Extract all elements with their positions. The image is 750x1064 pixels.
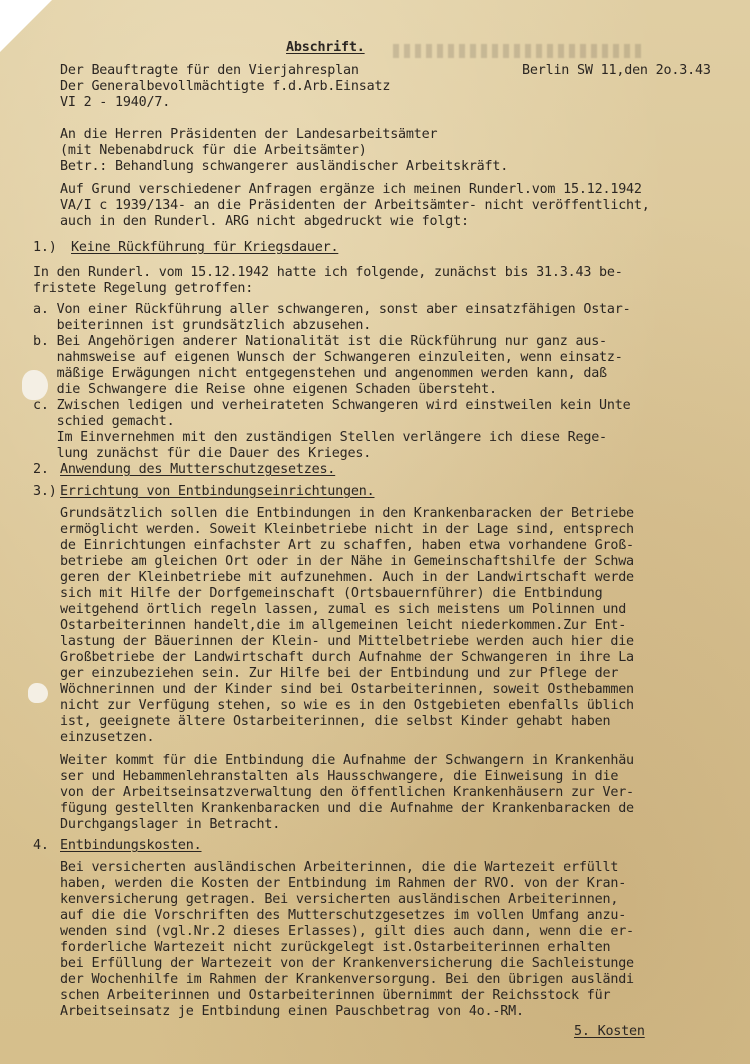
section-3-line: Durchgangslager in Betracht.	[60, 817, 281, 832]
section-1-line: a. Von einer Rückführung aller schwangeren, sonst aber einsatzfähigen Ostar-	[33, 302, 631, 317]
section-3-line: sich mit Hilfe der Dorfgemeinschaft (Ortsbauernführer) die Entbindung	[60, 586, 603, 601]
section-4-line: auf die die Vorschriften des Mutterschutzgesetzes im vollen Umfang anzu-	[60, 908, 627, 923]
section-3-line: weitgehend örtlich regeln lassen, zumal es sich meistens um Polinnen und	[60, 602, 627, 617]
section-1-line: c. Zwischen ledigen und verheirateten Schwangeren wird einstweilen kein Unte	[33, 398, 631, 413]
section-4-line: forderliche Wartezeit nicht zurückgelegt ist.Ostarbeiterinnen erhalten	[60, 940, 611, 955]
sender-line-2: Der Generalbevollmächtigte f.d.Arb.Einsatz	[60, 79, 391, 94]
continuation-note: 5. Kosten	[574, 1024, 645, 1039]
punch-hole	[28, 683, 48, 703]
subject-line: Betr.: Behandlung schwangerer ausländischer Arbeitskräft.	[60, 159, 509, 174]
recipient-line-2: (mit Nebenabdruck für die Arbeitsämter)	[60, 143, 367, 158]
intro-line: VA/I c 1939/134- an die Präsidenten der Arbeitsämter- nicht veröffentlicht,	[60, 198, 650, 213]
section-4-line: bei Erfüllung der Wartezeit von der Krankenversicherung die Sachleistunge	[60, 956, 634, 971]
section-1-line: nahmsweise auf eigenen Wunsch der Schwangeren einzuleiten, wenn einsatz-	[33, 350, 623, 365]
section-2-number: 2.	[33, 462, 49, 477]
section-3-line: de Einrichtungen einfachster Art zu schaffen, haben etwa vorhandene Groß-	[60, 538, 634, 553]
ink-smudge	[393, 44, 643, 58]
section-4-line: Arbeitseinsatz je Entbindung einen Pauschbetrag von 4o.-RM.	[60, 1004, 524, 1019]
intro-line: auch in den Runderl. ARG nicht abgedruckt wie folgt:	[60, 214, 469, 229]
section-3-line: von der Arbeitseinsatzverwaltung den öffentlichen Krankenhäusern zur Ver-	[60, 785, 634, 800]
section-3-heading: Errichtung von Entbindungseinrichtungen.	[60, 484, 375, 499]
section-4-line: kenversicherung getragen. Bei versicherten ausländischen Arbeiterinnen,	[60, 892, 619, 907]
place-date: Berlin SW 11,den 2o.3.43	[522, 63, 711, 78]
section-1-heading: Keine Rückführung für Kriegsdauer.	[71, 240, 339, 255]
reference-number: VI 2 - 1940/7.	[60, 95, 171, 110]
section-3-line: geren der Kleinbetriebe mit aufzunehmen. Auch in der Landwirtschaft werde	[60, 570, 634, 585]
section-1-line: schied gemacht.	[33, 414, 175, 429]
section-4-line: Bei versicherten ausländischen Arbeiterinnen, die die Wartezeit erfüllt	[60, 860, 619, 875]
section-3-line: Weiter kommt für die Entbindung die Aufnahme der Schwangern in Krankenhäu	[60, 753, 634, 768]
section-1-line: mäßige Erwägungen nicht entgegenstehen und angenommen werden kann, daß	[33, 366, 607, 381]
section-4-heading: Entbindungskosten.	[60, 838, 202, 853]
section-3-number: 3.)	[33, 484, 57, 499]
section-1-line: In den Runderl. vom 15.12.1942 hatte ich folgende, zunächst bis 31.3.43 be-	[33, 265, 623, 280]
torn-corner	[0, 0, 52, 52]
section-3-line: nicht zur Verfügung stehen, so wie es in den Ostgebieten ebenfalls üblich	[60, 698, 634, 713]
section-1-line: die Schwangere die Reise ohne eigenen Schaden übersteht.	[33, 382, 497, 397]
section-3-line: lastung der Bäuerinnen der Klein- und Mittelbetriebe werden auch hier die	[60, 634, 634, 649]
section-3-line: ermöglicht werden. Soweit Kleinbetriebe nicht in der Lage sind, entsprech	[60, 522, 634, 537]
section-3-line: ist, geeignete ältere Ostarbeiterinnen, die selbst Kinder gehabt haben	[60, 714, 611, 729]
section-3-line: einzusetzen.	[60, 730, 155, 745]
section-3-line: Grundsätzlich sollen die Entbindungen in den Krankenbaracken der Betriebe	[60, 506, 634, 521]
section-1-line: Im Einvernehmen mit den zuständigen Stellen verlängere ich diese Rege-	[33, 430, 607, 445]
section-4-line: schen Arbeiterinnen und Ostarbeiterinnen übernimmt der Reichsstock für	[60, 988, 611, 1003]
section-4-line: der Wochenhilfe im Rahmen der Krankenversorgung. Bei den übrigen ausländi	[60, 972, 634, 987]
section-3-line: betriebe am gleichen Ort oder in der Nähe in Gemeinschaftshilfe der Schwa	[60, 554, 634, 569]
section-3-line: fügung gestellten Krankenbaracken und die Aufnahme der Krankenbaracken de	[60, 801, 634, 816]
section-3-line: Wöchnerinnen und der Kinder sind bei Ostarbeiterinnen, soweit Osthebammen	[60, 682, 634, 697]
section-1-number: 1.)	[33, 240, 57, 255]
section-3-line: ger einzubeziehen sein. Zur Hilfe bei der Entbindung und zur Pflege der	[60, 666, 619, 681]
section-1-line: fristete Regelung getroffen:	[33, 281, 254, 296]
section-4-line: haben, werden die Kosten der Entbindung im Rahmen der RVO. von der Kran-	[60, 876, 627, 891]
recipient-line-1: An die Herren Präsidenten der Landesarbeitsämter	[60, 127, 438, 142]
section-1-line: beiterinnen ist grundsätzlich abzusehen.	[33, 318, 372, 333]
intro-line: Auf Grund verschiedener Anfragen ergänze ich meinen Runderl.vom 15.12.1942	[60, 182, 642, 197]
section-3-line: ser und Hebammenlehranstalten als Hausschwangere, die Einweisung in die	[60, 769, 619, 784]
sender-line-1: Der Beauftragte für den Vierjahresplan	[60, 63, 359, 78]
section-4-number: 4.	[33, 838, 49, 853]
section-2-heading: Anwendung des Mutterschutzgesetzes.	[60, 462, 336, 477]
section-4-line: wenden sind (vgl.Nr.2 dieses Erlasses), gilt dies auch dann, wenn die er-	[60, 924, 634, 939]
section-1-line: lung zunächst für die Dauer des Krieges.	[33, 446, 372, 461]
document-title: Abschrift.	[286, 40, 365, 55]
section-3-line: Ostarbeiterinnen handelt,die im allgemeinen leicht niederkommen.Zur Ent-	[60, 618, 627, 633]
section-3-line: Großbetriebe der Landwirtschaft durch Aufnahme der Schwangeren in ihre La	[60, 650, 634, 665]
section-1-line: b. Bei Angehörigen anderer Nationalität ist die Rückführung nur ganz aus-	[33, 334, 607, 349]
